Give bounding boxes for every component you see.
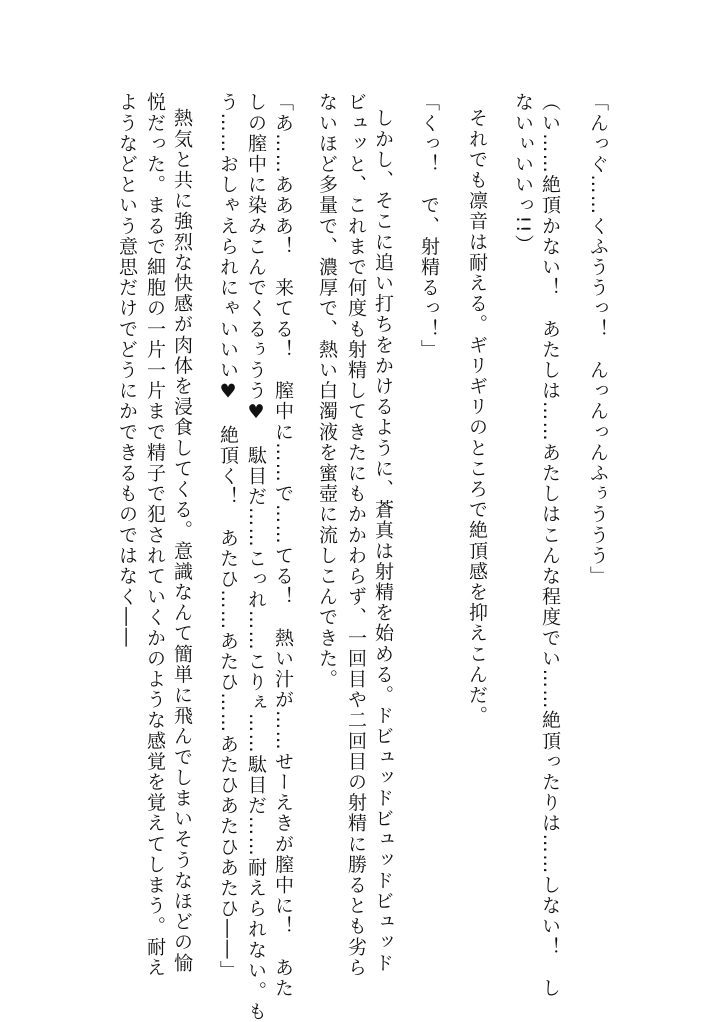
text-column: 「くっ！ で、射精るっ！」 (418, 92, 440, 360)
text-column: 「あ……あああ！ 来てる！ 膣中に……で……てる！ 熱い汁が……せーえきが膣中に！ あた (272, 92, 294, 999)
text-column: 「んっぐ……くふううっ！ んっんっんふぅううう」 (587, 92, 609, 587)
text-column: それでも凛音は耐える。ギリギリのところで絶頂感を抑えこんだ。 (466, 108, 488, 726)
text-column: しかし、そこに追い打ちをかけるように、蒼真は射精を始める。ドビュッドビュッドビュッド (372, 108, 394, 974)
text-column: ビュッと、これまで何度も射精してきたにもかかわらず、一回目や二回目の射精に勝るとも劣ら (345, 92, 367, 978)
text-column: 悦だった。まるで細胞の一片一片まで精子で犯されていくかのような感覚を覚えてしまう。耐え (144, 92, 166, 978)
text-column: う……おしゃえられにゃいいい♥ 絶頂く！ あたひ……あたひ……あたひあたひあたひ――」 (217, 92, 239, 981)
text-column: ないぃいいっ!!） (512, 92, 534, 255)
text-column: 熱気と共に強烈な快感が肉体を浸食してくる。意識なんて簡単に飛んでしまいそうなほどの愉 (171, 108, 193, 974)
text-column: （い……絶頂かない！ あたしは……あたしはこんな程度でい……絶頂ったりは……しない！ し (539, 92, 561, 999)
text-column: ないほど多量で、濃厚で、熱い白濁液を蜜壺に流しこんできた。 (316, 92, 338, 690)
text-column: しの膣中に染みこんでくるぅうう♥ 駄目だ……こっれ……こりぇ……駄目だ……耐えられない。も (245, 92, 267, 1022)
text-column: ようなどという意思だけでどうにかできるものではなく―― (116, 92, 138, 649)
